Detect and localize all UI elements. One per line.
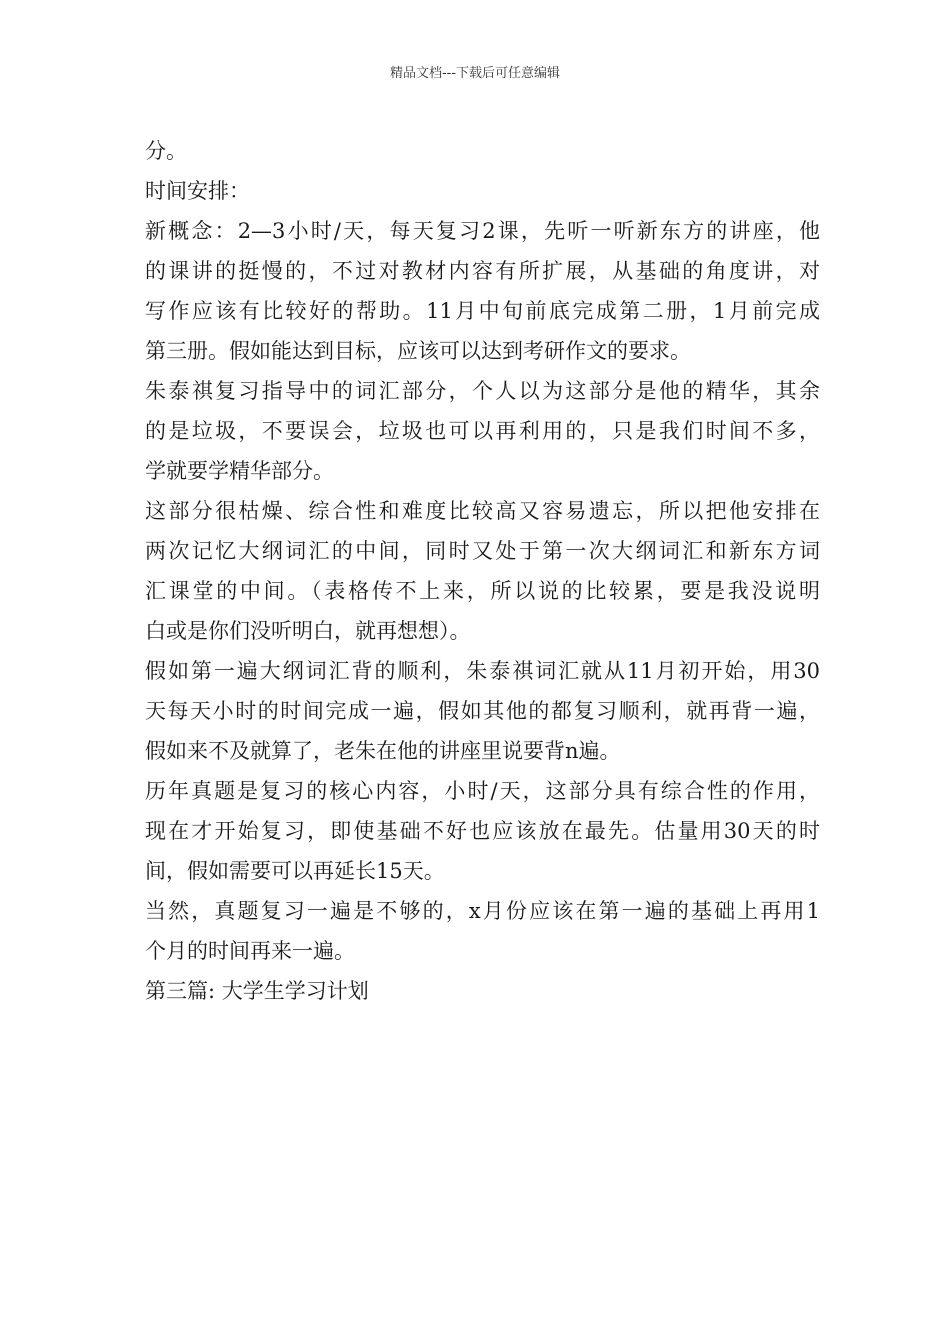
text-line: 天每天小时的时间完成一遍，假如其他的都复习顺利，就再背一遍，: [145, 699, 820, 723]
page-header-watermark: 精品文档---下载后可任意编辑: [389, 66, 561, 81]
text-line: 学就要学精华部分。: [145, 459, 334, 483]
text-line: 两次记忆大纲词汇的中间，同时又处于第一次大纲词汇和新东方词: [145, 539, 820, 563]
text-line: 假如第一遍大纲词汇背的顺利，朱泰祺词汇就从11月初开始，用30: [145, 659, 820, 683]
text-line: 假如来不及就算了，老朱在他的讲座里说要背n遍。: [145, 739, 621, 763]
text-line: 现在才开始复习，即使基础不好也应该放在最先。估量用30天的时: [145, 819, 820, 843]
text-line: 白或是你们没听明白，就再想想）。: [145, 619, 471, 643]
text-line: 时间安排：: [145, 179, 250, 203]
text-line: 的课讲的挺慢的，不过对教材内容有所扩展，从基础的角度讲，对: [145, 259, 820, 283]
text-line: 的是垃圾，不要误会，垃圾也可以再利用的，只是我们时间不多，: [145, 419, 820, 443]
document-body: [145, 131, 820, 1011]
text-line: 分。: [145, 139, 187, 163]
text-line: 写作应该有比较好的帮助。11月中旬前底完成第二册，1月前完成: [145, 299, 820, 323]
text-line: 个月的时间再来一遍。: [145, 939, 355, 963]
text-line: 间，假如需要可以再延长15天。: [145, 859, 445, 883]
text-line: 朱泰祺复习指导中的词汇部分，个人以为这部分是他的精华，其余: [145, 379, 820, 403]
text-line: 新概念：2—3小时/天，每天复习2课，先听一听新东方的讲座，他: [145, 219, 820, 243]
text-line: 汇课堂的中间。（表格传不上来，所以说的比较累，要是我没说明: [145, 579, 820, 603]
text-line: 第三册。假如能达到目标，应该可以达到考研作文的要求。: [145, 339, 691, 363]
text-line: 这部分很枯燥、综合性和难度比较高又容易遗忘，所以把他安排在: [145, 499, 820, 523]
section-heading: 第三篇: 大学生学习计划: [145, 979, 369, 1003]
text-line: 当然，真题复习一遍是不够的，x月份应该在第一遍的基础上再用1: [145, 899, 820, 923]
text-line: 历年真题是复习的核心内容，小时/天，这部分具有综合性的作用，: [145, 779, 820, 803]
